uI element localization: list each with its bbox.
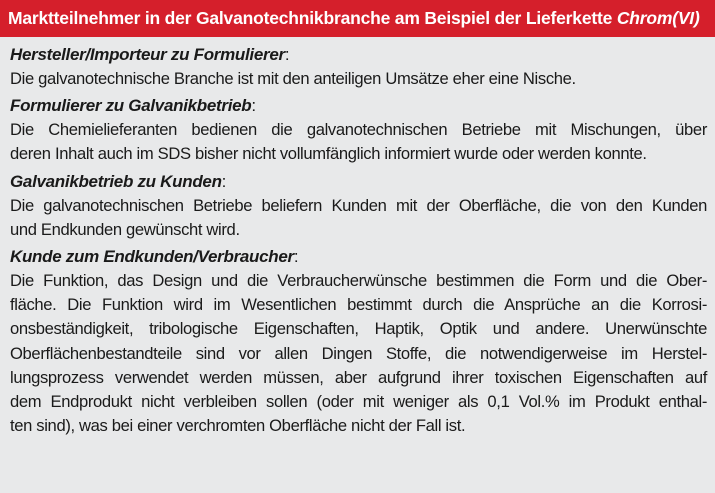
section-heading: [10, 94, 707, 118]
section-paragraph: [10, 194, 707, 242]
info-box-content: [0, 37, 715, 438]
paragraph-line: deren Inhalt auch im SDS bisher nicht vollumfänglich informiert wurde oder werden konnte.: [10, 144, 647, 164]
section-kunde: [10, 245, 707, 438]
paragraph-line: dem Endprodukt nicht verbleiben sollen (oder mit weniger als 0,1 Vol.% im Produkt enthal-: [10, 392, 707, 412]
section-formulierer: [10, 94, 707, 166]
info-box-title: [0, 0, 715, 37]
section-heading: [10, 43, 707, 67]
title-main: Marktteilnehmer in der Galvanotechnikbranche am Beispiel der Lieferkette: [8, 8, 617, 28]
paragraph-line: Die galvanotechnischen Betriebe beliefern Kunden mit der Oberfläche, die von den Kunden: [10, 195, 707, 215]
section-heading-colon: :: [251, 96, 256, 116]
section-paragraph: [10, 118, 707, 166]
paragraph-line: und Endkunden gewünscht wird.: [10, 219, 240, 239]
section-heading-text: Kunde zum Endkunden/Verbraucher: [10, 247, 294, 267]
section-heading: [10, 170, 707, 194]
section-hersteller: [10, 43, 707, 91]
paragraph-line: onsbeständigkeit, tribologische Eigenschaften, Haptik, Optik und andere. Unerwünschte: [10, 319, 707, 339]
title-emphasis: Chrom(VI): [616, 8, 700, 28]
section-heading-text: Galvanikbetrieb zu Kunden: [10, 171, 222, 191]
section-heading-colon: :: [284, 45, 290, 64]
section-paragraph: [10, 269, 707, 438]
section-galvanikbetrieb: [10, 170, 707, 242]
section-heading-text: Formulierer zu Galvanikbetrieb: [10, 96, 252, 116]
paragraph-line: fläche. Die Funktion wird im Wesentlichen bestimmt durch die Ansprüche an die Korrosi-: [10, 295, 707, 315]
paragraph-line: Oberflächenbestandteile sind vor allen Dingen Stoffe, die notwendigerweise im Herstel-: [10, 343, 707, 363]
section-heading: [10, 245, 707, 269]
section-heading-colon: :: [293, 247, 299, 267]
paragraph-line: lungsprozess verwendet werden müssen, aber aufgrund ihrer toxischen Eigenschaften auf: [10, 367, 707, 387]
paragraph-line: Die galvanotechnische Branche ist mit den anteiligen Umsätze eher eine Nische.: [10, 69, 576, 88]
paragraph-line: Die Chemielieferanten bedienen die galvanotechnischen Betriebe mit Mischungen, über: [10, 120, 707, 140]
section-heading-text: Hersteller/Importeur zu Formulierer: [10, 45, 285, 64]
section-heading-colon: :: [221, 171, 227, 191]
paragraph-line: ten sind), was bei einer verchromten Oberfläche nicht der Fall ist.: [10, 416, 466, 436]
paragraph-line: Die Funktion, das Design und die Verbraucherwünsche bestimmen die Form und die Ober-: [10, 271, 707, 291]
section-paragraph: [10, 67, 707, 91]
